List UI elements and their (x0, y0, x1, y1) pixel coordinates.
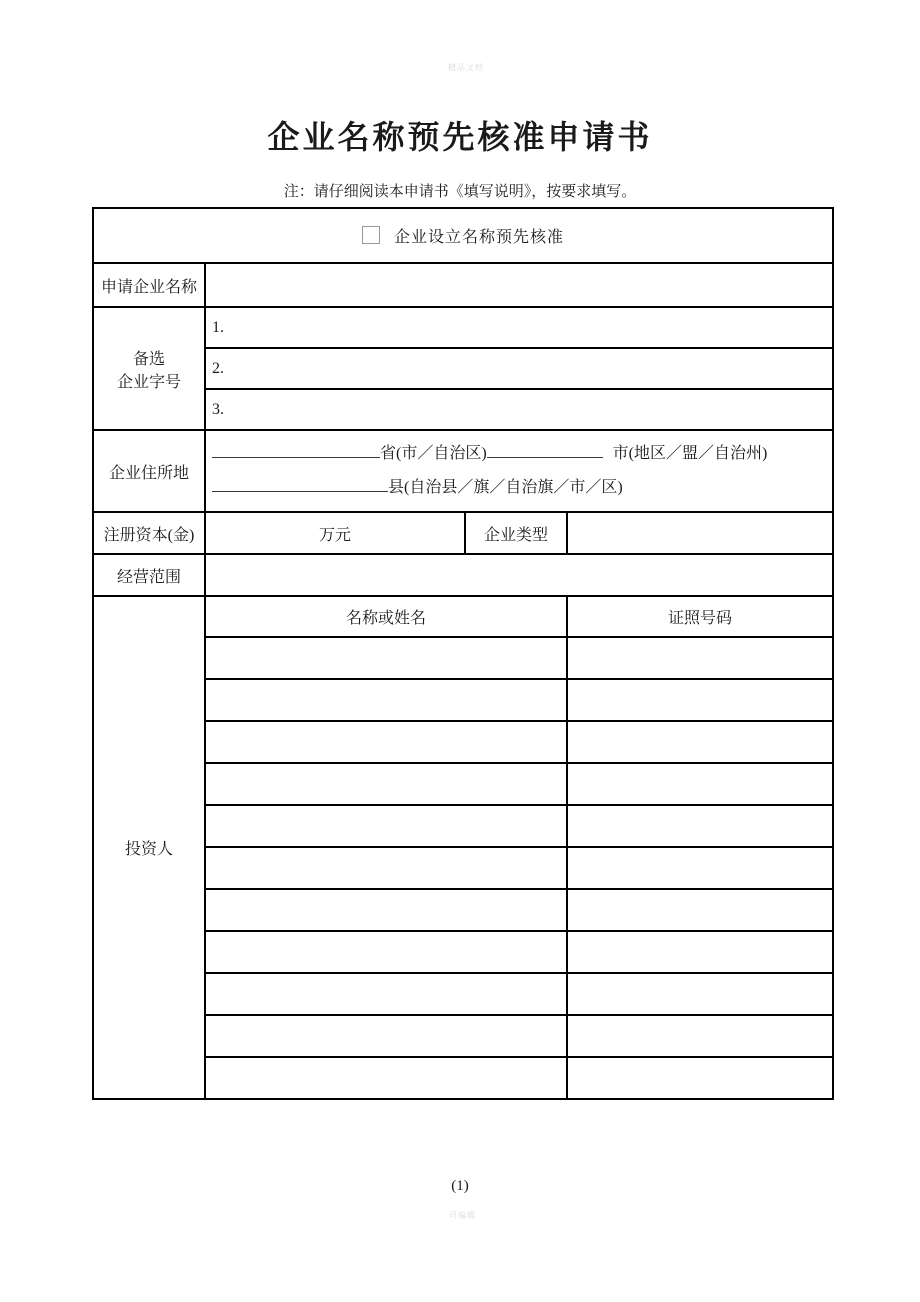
capital-unit-text: 万元 (318, 526, 351, 544)
business-scope-field (205, 554, 833, 596)
alternate-name-1-index: 1. (212, 318, 224, 336)
note-text: 注：请仔细阅读本申请书《填写说明》，按要求填写。 (283, 184, 637, 200)
province-blank-underline (212, 441, 380, 458)
enterprise-type-field (567, 512, 833, 554)
investor-name-cell (205, 763, 567, 805)
investor-license-cell (567, 931, 833, 973)
section-title-row (93, 208, 833, 263)
investor-license-cell (567, 889, 833, 931)
form-body (93, 208, 833, 1099)
domicile-row (93, 430, 833, 512)
capital-type-row (93, 512, 833, 554)
investor-name-cell (205, 931, 567, 973)
domicile-line-2 (212, 471, 826, 505)
domicile-line-1 (212, 437, 826, 471)
business-scope-row (93, 554, 833, 596)
investor-name-cell (205, 721, 567, 763)
investors-header-row (93, 596, 833, 637)
investors-label: 投资人 (93, 596, 205, 1099)
investor-name-cell (205, 805, 567, 847)
alternate-name-3-field (205, 389, 833, 430)
county-blank-underline (212, 475, 388, 492)
investor-license-cell (567, 973, 833, 1015)
investor-name-cell (205, 889, 567, 931)
checkbox-icon (362, 226, 380, 244)
domicile-field (205, 430, 833, 512)
investor-license-cell (567, 721, 833, 763)
investor-name-cell (205, 1015, 567, 1057)
investor-name-cell (205, 973, 567, 1015)
section-title-label: 企业设立名称预先核准 (394, 229, 565, 246)
investor-license-cell (567, 805, 833, 847)
alternate-names-label-line2: 企业字号 (116, 373, 181, 391)
alternate-names-label (93, 307, 205, 430)
alternate-name-2-field (205, 348, 833, 389)
investor-name-cell (205, 637, 567, 679)
investor-license-cell (567, 679, 833, 721)
investor-license-cell (567, 1015, 833, 1057)
investor-license-column-header: 证照号码 (567, 596, 833, 637)
investor-name-column-header: 名称或姓名 (205, 596, 567, 637)
investor-name-cell (205, 847, 567, 889)
alternate-name-3-index: 3. (212, 400, 224, 418)
enterprise-type-label: 企业类型 (465, 512, 567, 554)
investor-name-cell (205, 1057, 567, 1099)
page-title: 企业名称预先核准申请书 (267, 119, 653, 155)
alternate-name-2-index: 2. (212, 359, 224, 377)
investor-license-cell (567, 1057, 833, 1099)
section-title-cell (93, 208, 833, 263)
applied-name-field (205, 263, 833, 307)
province-suffix-text: 省(市／自治区) (380, 445, 487, 462)
page-number: (1) (451, 1178, 469, 1194)
application-form-table (92, 207, 834, 1100)
investor-license-cell (567, 637, 833, 679)
investor-name-cell (205, 679, 567, 721)
alternate-names-label-line1: 备选 (132, 350, 165, 368)
city-blank-underline (487, 441, 603, 458)
county-suffix-text: 县(自治县／旗／自治旗／市／区) (388, 479, 623, 496)
registered-capital-field (205, 512, 465, 554)
investor-license-cell (567, 847, 833, 889)
applied-name-row (93, 263, 833, 307)
watermark-bottom: 可编辑 (449, 1211, 476, 1220)
domicile-label: 企业住所地 (93, 430, 205, 512)
watermark-top: 精品文档 (448, 63, 484, 72)
alternate-name-1-field (205, 307, 833, 348)
investor-license-cell (567, 763, 833, 805)
business-scope-label: 经营范围 (93, 554, 205, 596)
registered-capital-label: 注册资本(金) (93, 512, 205, 554)
applied-name-label: 申请企业名称 (93, 263, 205, 307)
alternate-name-row-1 (93, 307, 833, 348)
city-suffix-text: 市(地区／盟／自治州) (612, 445, 768, 462)
